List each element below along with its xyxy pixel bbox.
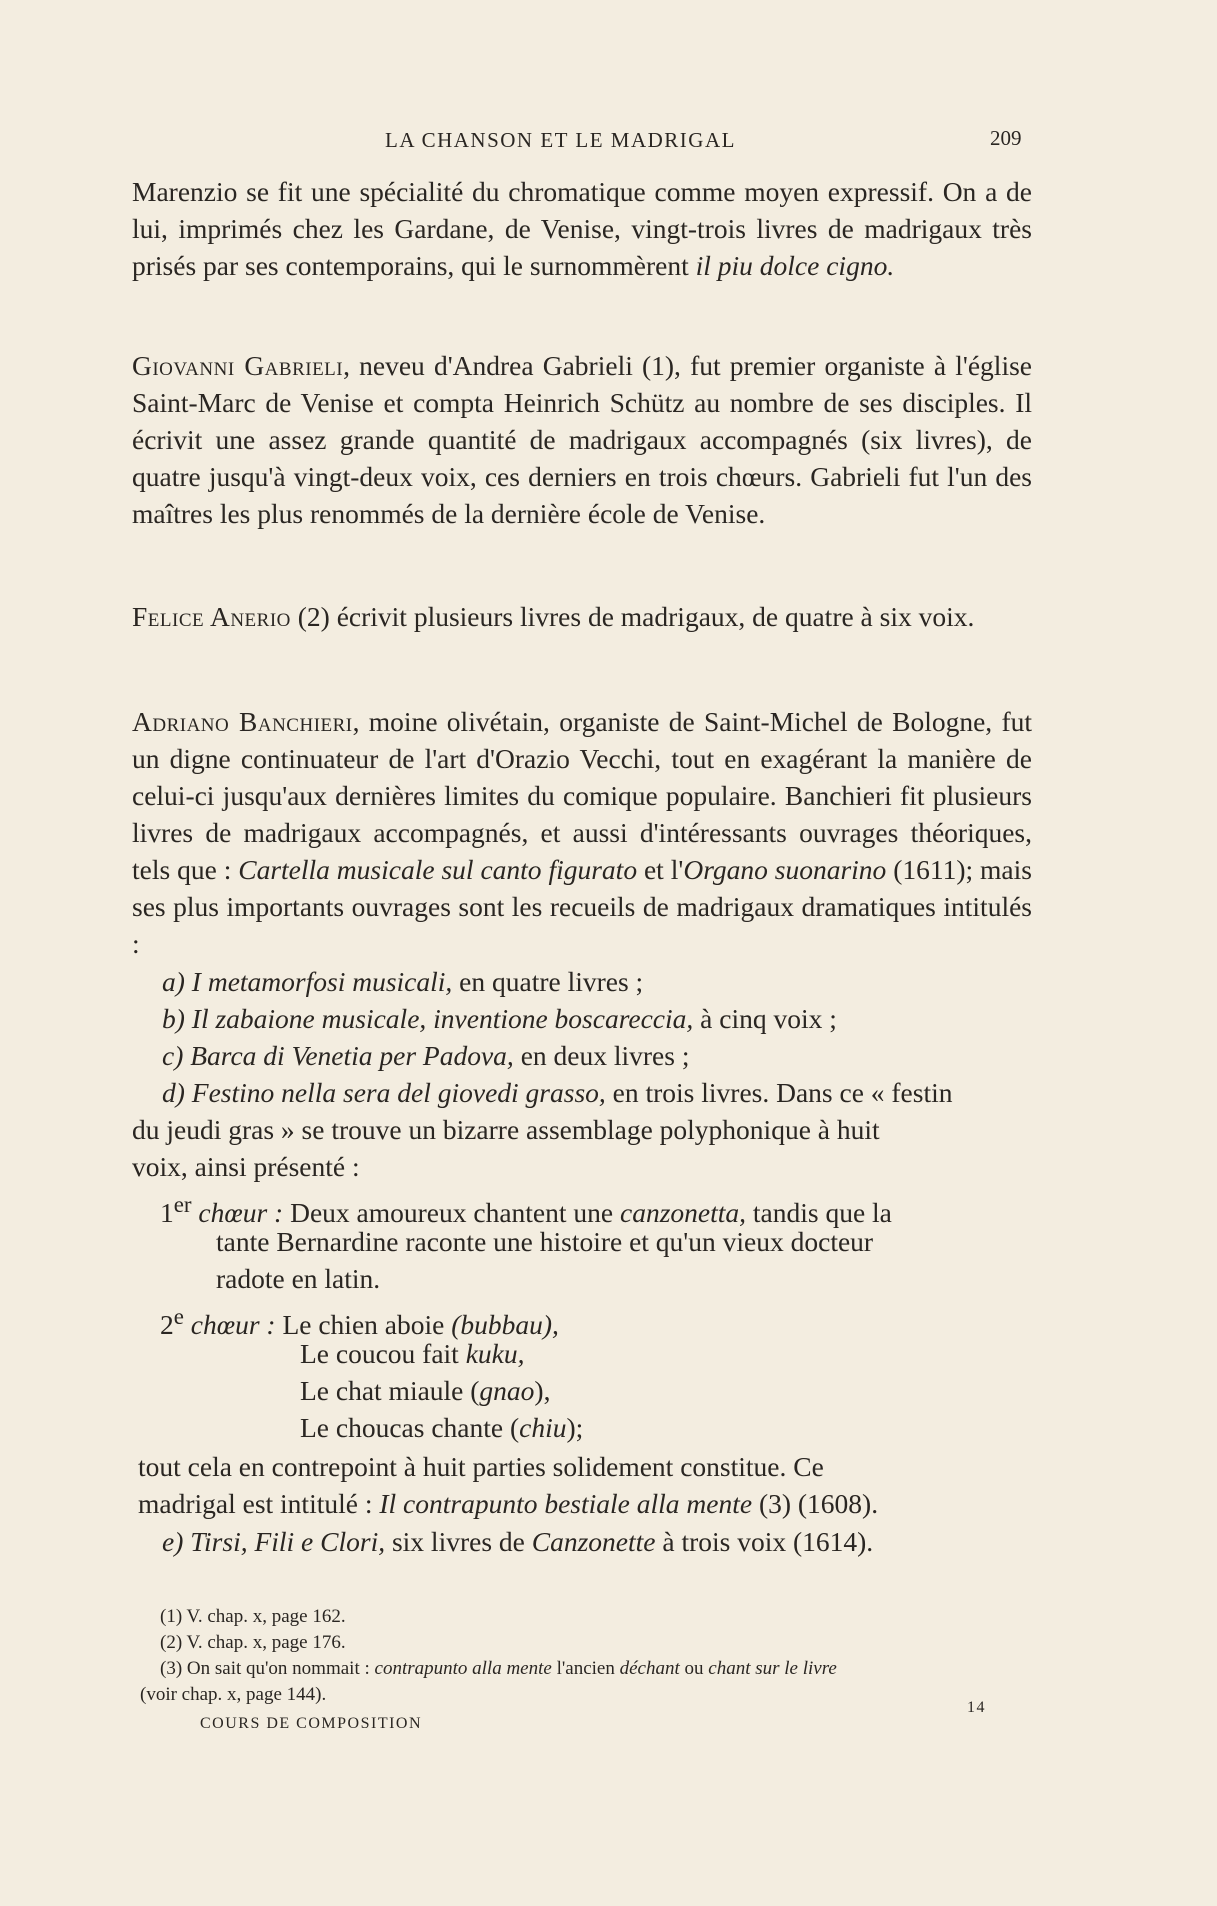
- list-letter: a): [162, 966, 185, 997]
- note-text: ou: [679, 1658, 709, 1679]
- onomatopoeia: kuku,: [465, 1338, 525, 1369]
- choir-number: 2: [160, 1309, 174, 1341]
- choir-2-line2: [300, 1335, 524, 1372]
- item-text: Deux amoureux chantent une: [283, 1197, 620, 1229]
- note-term: déchant: [619, 1658, 680, 1679]
- item-text: en deux livres ;: [513, 1040, 690, 1071]
- work-title: Il contrapunto bestiale alla mente: [379, 1488, 753, 1519]
- list-item-d-line3: voix, ainsi présenté :: [132, 1151, 360, 1182]
- footnote-2: (2) V. chap. x, page 176.: [160, 1632, 346, 1653]
- paragraph-text: Marenzio se fit une spécialité du chromatique comme moyen expressif. On a de lui, imprimés chez les Gardane, de Venise, vingt-trois livres de madrigaux très prisés par ses contemporains, qui le surnommèrent: [132, 176, 1032, 281]
- item-text: );: [566, 1412, 584, 1443]
- work-title: Tirsi, Fili e Clori,: [190, 1526, 386, 1557]
- signature-number: 14: [967, 1699, 986, 1716]
- item-text: en trois livres. Dans ce « festin: [605, 1077, 953, 1108]
- list-item-b: [162, 1000, 837, 1037]
- item-text: Le coucou fait: [300, 1338, 466, 1369]
- list-item-d-line2: du jeudi gras » se trouve un bizarre assemblage polyphonique à huit: [132, 1114, 880, 1145]
- item-text: à cinq voix ;: [693, 1003, 837, 1034]
- work-title: canzonetta,: [619, 1197, 747, 1229]
- footnote-3: [160, 1656, 837, 1682]
- paragraph-text: , moine olivétain, organiste de Saint-Michel de Bologne, fut un digne continuateur de l'art d'Orazio Vecchi, tout en exagérant la manière de celui-ci jusqu'aux dernières limites du comique populaire. Banchieri fit plusieurs livres de madrigaux accompagnés, et aussi d'intéressants ouvrages théoriques, tels que :: [132, 706, 1032, 885]
- paragraph-text: , neveu d'Andrea Gabrieli (1), fut premier organiste à l'église Saint-Marc de Venise et compta Heinrich Schütz au nombre de ses disciples. Il écrivit une assez grande quantité de madrigaux accompagnés (six livres), de quatre jusqu'à vingt-deux voix, ces derniers en trois chœurs. Gabrieli fut l'un des maîtres les plus renommés de la dernière école de Venise.: [132, 350, 1032, 529]
- choir-2-line4: [300, 1409, 583, 1446]
- work-title: Barca di Venetia per Padova,: [190, 1040, 514, 1071]
- onomatopoeia: gnao: [479, 1375, 535, 1406]
- item-text: Le chien aboie: [275, 1309, 452, 1341]
- item-text: à trois voix (1614).: [655, 1526, 874, 1557]
- paragraph-gabrieli: [132, 347, 1032, 532]
- paragraph-text: et l': [637, 854, 684, 885]
- choir-number: 1: [160, 1197, 174, 1229]
- work-title: I metamorfosi musicali,: [191, 966, 453, 997]
- paragraph-text: (2) écrivit plusieurs livres de madrigaux, de quatre à six voix.: [290, 601, 975, 632]
- choir-label: chœur :: [183, 1309, 276, 1341]
- footer-signature: COURS DE COMPOSITION: [200, 1715, 423, 1732]
- list-letter: e): [162, 1526, 184, 1557]
- paragraph-banchieri: [132, 703, 1032, 962]
- onomatopoeia: (bubbau),: [451, 1309, 559, 1341]
- item-text: (3) (1608).: [752, 1488, 879, 1519]
- page-number: 209: [990, 126, 1022, 150]
- choir-1-line2: tante Bernardine raconte une histoire et qu'un vieux docteur: [216, 1226, 874, 1257]
- item-text: Le chat miaule (: [300, 1375, 480, 1406]
- work-title: Organo suonarino: [683, 854, 887, 885]
- footnote-1: (1) V. chap. x, page 162.: [160, 1606, 346, 1627]
- nickname: il piu dolce cigno.: [695, 250, 895, 281]
- paragraph-marenzio: [132, 173, 1032, 284]
- list-item-e: [162, 1523, 873, 1560]
- list-letter: d): [162, 1077, 185, 1108]
- list-letter: b): [162, 1003, 185, 1034]
- item-text: madrigal est intitulé :: [138, 1488, 380, 1519]
- work-title: Il zabaione musicale, inventione boscareccia,: [191, 1003, 694, 1034]
- list-letter: c): [162, 1040, 184, 1071]
- choir-label: chœur :: [191, 1197, 284, 1229]
- item-text: six livres de: [385, 1526, 532, 1557]
- note-text: (3) On sait qu'on nommait :: [160, 1658, 375, 1679]
- note-term: contrapunto alla mente: [374, 1658, 552, 1679]
- onomatopoeia: chiu: [519, 1412, 567, 1443]
- closing-line2: [138, 1485, 878, 1522]
- list-item-d: [162, 1074, 953, 1111]
- composer-name: Adriano Banchieri: [132, 706, 353, 737]
- item-text: Le choucas chante (: [300, 1412, 520, 1443]
- item-text: ),: [534, 1375, 551, 1406]
- running-title: LA CHANSON ET LE MADRIGAL: [385, 128, 736, 152]
- paragraph-text: (1611); mais ses plus importants ouvrages sont les recueils de madrigaux dramatiques intitulés :: [132, 854, 1032, 959]
- item-text: tandis que la: [746, 1197, 892, 1229]
- choir-1-line3: radote en latin.: [216, 1263, 381, 1294]
- paragraph-anerio: [132, 598, 1032, 635]
- note-text: l'ancien: [551, 1658, 620, 1679]
- note-term: chant sur le livre: [708, 1658, 837, 1679]
- closing-line1: tout cela en contrepoint à huit parties solidement constitue. Ce: [138, 1451, 824, 1482]
- composer-name: Felice Anerio: [132, 601, 291, 632]
- work-title: Cartella musicale sul canto figurato: [238, 854, 638, 885]
- list-item-c: [162, 1037, 689, 1074]
- composer-name: Giovanni Gabrieli: [132, 350, 344, 381]
- ordinal-suffix: er: [173, 1192, 192, 1217]
- item-text: en quatre livres ;: [452, 966, 644, 997]
- work-title: Festino nella sera del giovedi grasso,: [191, 1077, 606, 1108]
- work-title: Canzonette: [531, 1526, 656, 1557]
- list-item-a: [162, 963, 643, 1000]
- choir-2-line3: [300, 1372, 550, 1409]
- ordinal-suffix: e: [173, 1304, 184, 1329]
- footnote-3-line2: (voir chap. x, page 144).: [140, 1684, 327, 1705]
